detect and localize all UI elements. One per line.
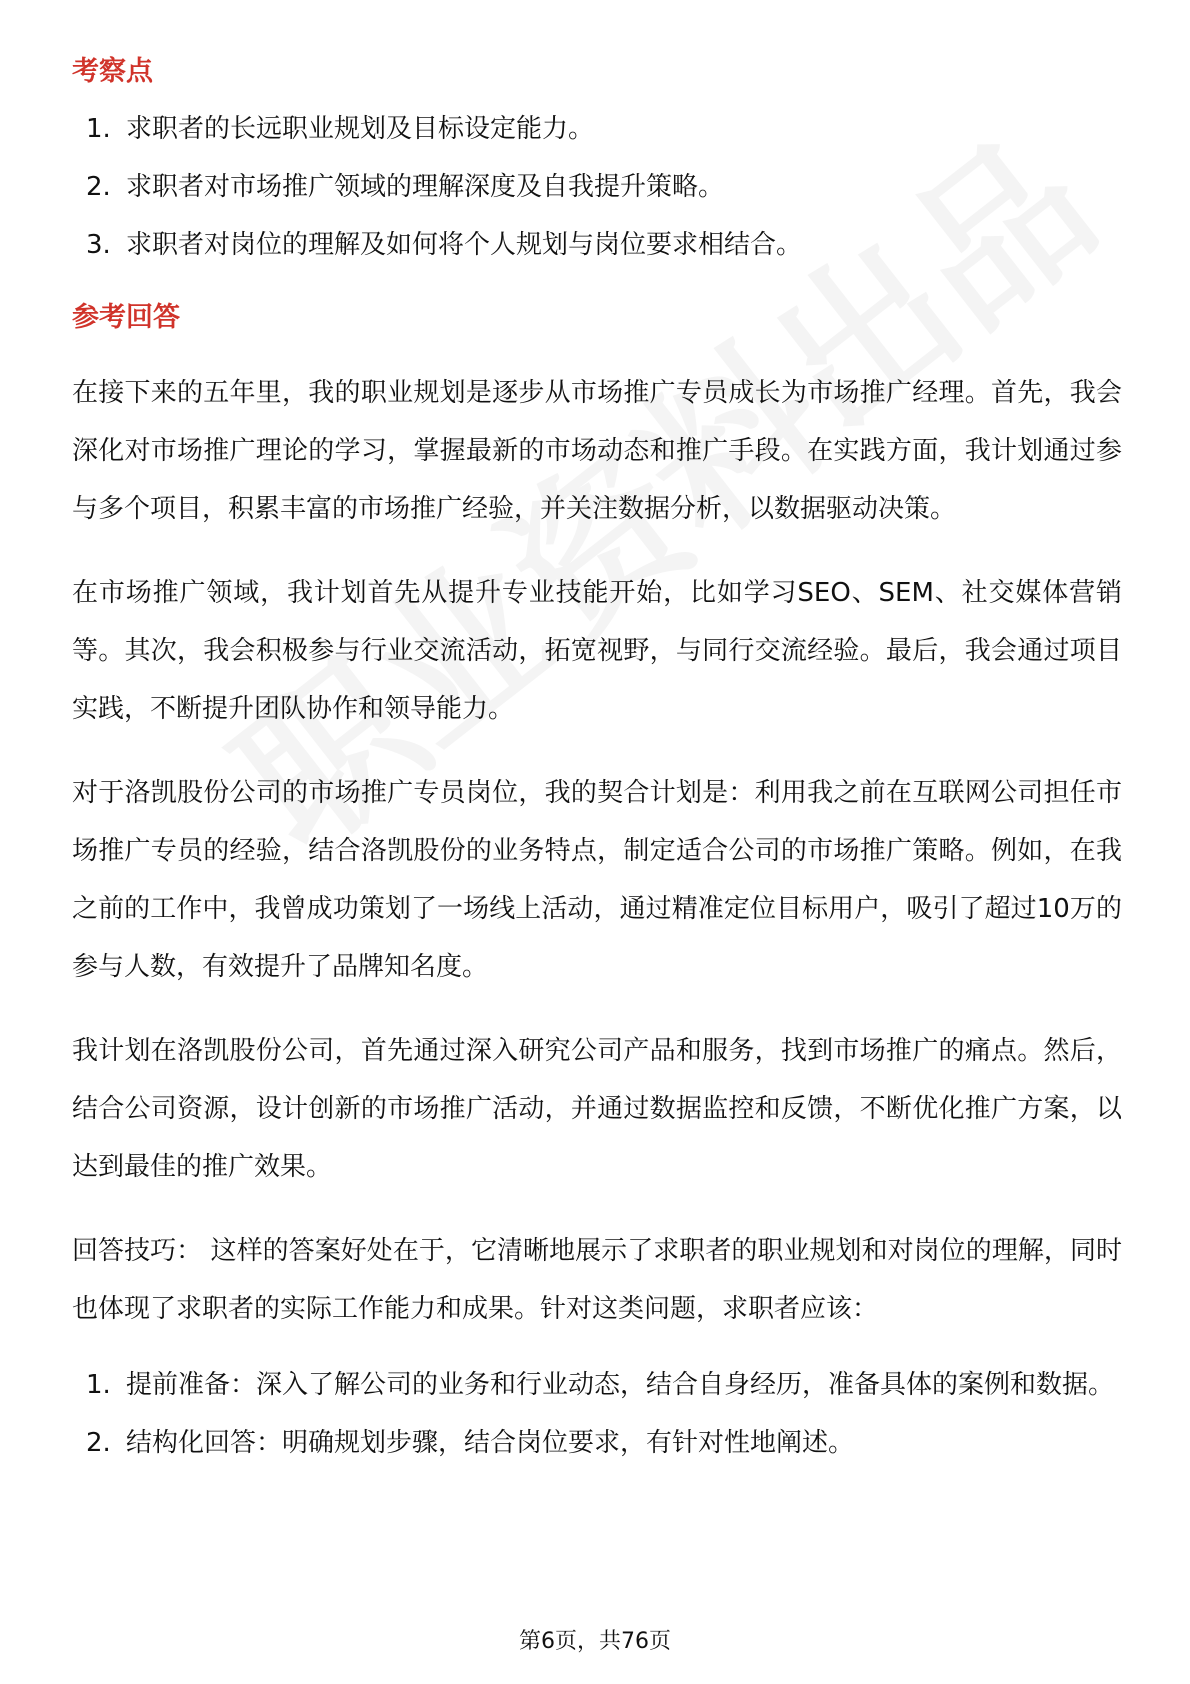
answer-paragraph: 在接下来的五年里，我的职业规划是逐步从市场推广专员成长为市场推广经理。首先，我会深化对市场推广理论的学习，掌握最新的市场动态和推广手段。在实践方面，我计划通过参与多个项目，积累丰富的市场推广经验，并关注数据分析，以数据驱动决策。 (72, 378, 1122, 524)
section-title-reference-answer: 参考回答 (72, 302, 180, 333)
page-content (72, 48, 1122, 1470)
section-title-assessment-points: 考察点 (72, 56, 153, 87)
answer-paragraph: 我计划在洛凯股份公司，首先通过深入研究公司产品和服务，找到市场推广的痛点。然后，结合公司资源，设计创新的市场推广活动，并通过数据监控和反馈，不断优化推广方案，以达到最佳的推广效果。 (72, 1036, 1122, 1182)
list-item: 3. 求职者对岗位的理解及如何将个人规划与岗位要求相结合。 (86, 230, 803, 260)
answer-paragraph: 对于洛凯股份公司的市场推广专员岗位，我的契合计划是：利用我之前在互联网公司担任市场推广专员的经验，结合洛凯股份的业务特点，制定适合公司的市场推广策略。例如，在我之前的工作中，我曾成功策划了一场线上活动，通过精准定位目标用户，吸引了超过10万的参与人数，有效提升了品牌知名度。 (72, 778, 1122, 982)
assessment-points-list (72, 100, 1122, 274)
list-item: 2. 求职者对市场推广领域的理解深度及自我提升策略。 (86, 172, 725, 202)
list-item: 2. 结构化回答：明确规划步骤，结合岗位要求，有针对性地阐述。 (86, 1428, 855, 1458)
list-item: 1. 求职者的长远职业规划及目标设定能力。 (86, 114, 595, 144)
tips-list (72, 1358, 1122, 1470)
answer-tips-paragraph: 回答技巧： 这样的答案好处在于，它清晰地展示了求职者的职业规划和对岗位的理解，同时也体现了求职者的实际工作能力和成果。针对这类问题，求职者应该： (72, 1236, 1122, 1324)
list-item: 1. 提前准备：深入了解公司的业务和行业动态，结合自身经历，准备具体的案例和数据。 (86, 1370, 1115, 1400)
page-number: 第6页，共76页 (519, 1629, 671, 1654)
answer-paragraph: 在市场推广领域，我计划首先从提升专业技能开始，比如学习SEO、SEM、社交媒体营销等。其次，我会积极参与行业交流活动，拓宽视野，与同行交流经验。最后，我会通过项目实践，不断提升团队协作和领导能力。 (72, 578, 1122, 724)
